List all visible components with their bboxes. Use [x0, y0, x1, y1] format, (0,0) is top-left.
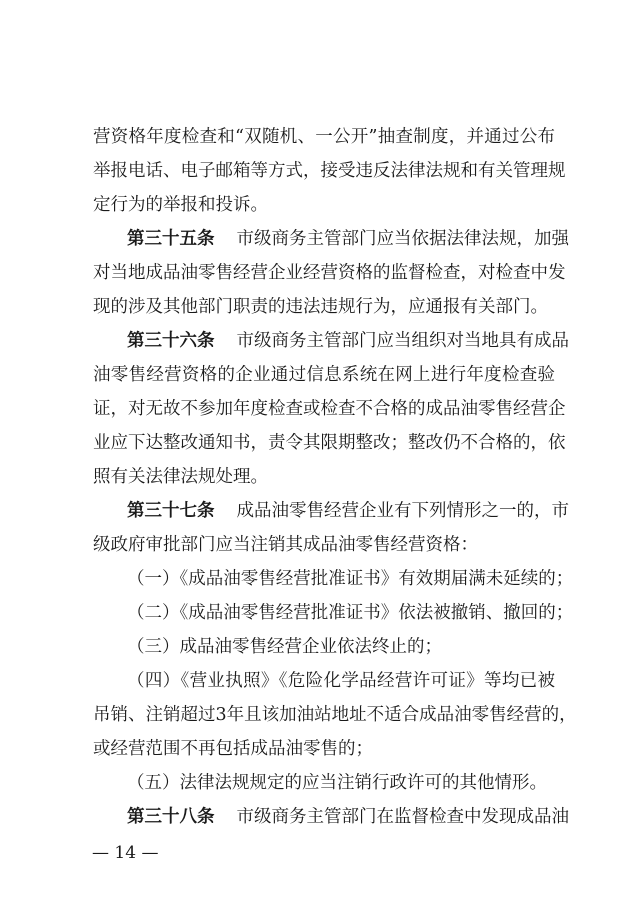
paragraph-line: 油零售经营资格的企业通过信息系统在网上进行年度检查验: [93, 365, 555, 385]
list-item-5: （五）法律法规规定的应当注销行政许可的其他情形。: [127, 773, 547, 793]
list-item-4: （四）《营业执照》《危险化学品经营许可证》等均已被: [127, 671, 555, 691]
paragraph-line: 定行为的举报和投诉。: [93, 195, 268, 215]
list-item-1: （一）《成品油零售经营批准证书》有效期届满未延续的；: [127, 569, 574, 589]
article-35-heading: 第三十五条: [127, 229, 215, 249]
paragraph-line: 现的涉及其他部门职责的违法违规行为，应通报有关部门。: [93, 297, 548, 317]
list-item-2: （二）《成品油零售经营批准证书》依法被撤销、撤回的；: [127, 603, 574, 623]
paragraph-line: 业应下达整改通知书，责令其限期整改；整改仍不合格的，依: [93, 433, 566, 453]
article-37-first-line: [127, 499, 569, 523]
article-36-heading: 第三十六条: [127, 331, 215, 351]
paragraph-line: 举报电话、电子邮箱等方式，接受违反法律法规和有关管理规: [93, 161, 566, 181]
paragraph-line-text: 成品油零售经营企业有下列情形之一的，市: [236, 501, 569, 521]
paragraph-line-text: 市级商务主管部门在监督检查中发现成品油: [236, 807, 569, 827]
article-37-heading: 第三十七条: [127, 501, 215, 521]
list-item-4-line: 吊销、注销超过3年且该加油站地址不适合成品油零售经营的，: [93, 705, 577, 725]
article-38-heading: 第三十八条: [127, 807, 215, 827]
paragraph-line: 对当地成品油零售经营企业经营资格的监督检查，对检查中发: [93, 263, 566, 283]
article-35-first-line: [127, 227, 569, 251]
paragraph-line-text: 市级商务主管部门应当组织对当地具有成品: [236, 331, 569, 351]
paragraph-line: 证，对无故不参加年度检查或检查不合格的成品油零售经营企: [93, 399, 566, 419]
paragraph-line: 营资格年度检查和“双随机、一公开”抽查制度，并通过公布: [93, 127, 555, 147]
list-item-3: （三）成品油零售经营企业依法终止的；: [127, 637, 442, 657]
paragraph-line: 照有关法律法规处理。: [93, 467, 268, 487]
paragraph-line: 级政府审批部门应当注销其成品油零售经营资格：: [93, 535, 478, 555]
page-number: — 14 —: [92, 843, 159, 863]
article-38-first-line: [127, 805, 569, 829]
list-item-4-line: 或经营范围不再包括成品油零售的；: [93, 739, 373, 759]
article-36-first-line: [127, 329, 569, 353]
paragraph-line-text: 市级商务主管部门应当依据法律法规，加强: [236, 229, 569, 249]
